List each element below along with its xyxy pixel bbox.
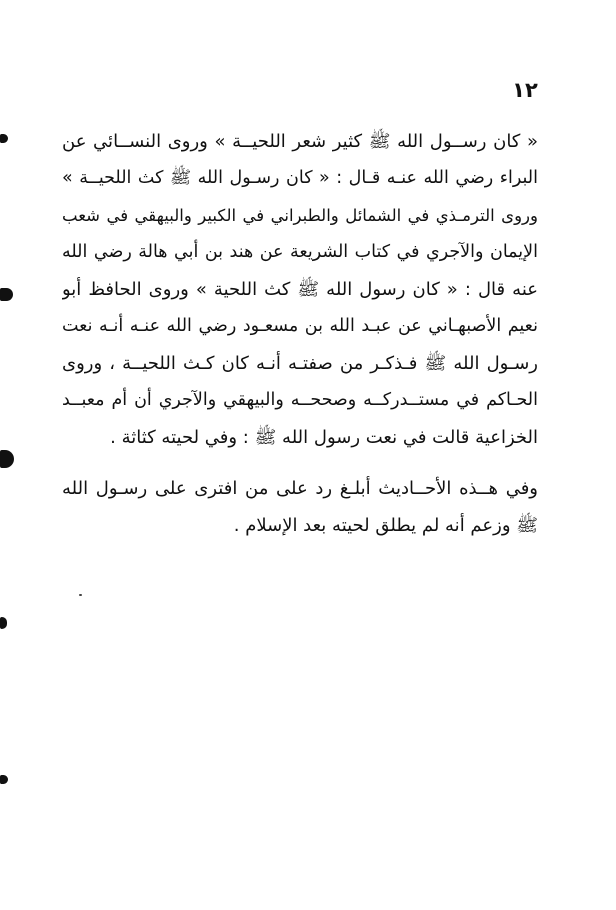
binding-hole-mark: [0, 775, 8, 784]
binding-hole-mark: [0, 450, 14, 468]
text-line: عنه قال : « كان رسول الله ﷺ كث اللحية » وروى الحافظ أبو: [62, 279, 538, 300]
text-line: وروى الترمـذي في الشمائل والطبراني في الكبير والبيهقي في شعب: [62, 206, 538, 225]
text-line: ﷺ وزعم أنه لم يطلق لحيته بعد الإسلام .: [233, 515, 538, 536]
text-line: البراء رضي الله عنـه قـال : « كان رسـول الله ﷺ كث اللحيــة »: [62, 168, 538, 188]
text-line: « كان رســول الله ﷺ كثير شعر اللحيــة » وروى النســائي عن: [62, 131, 538, 152]
binding-hole-mark: [0, 617, 7, 629]
scan-speck: [79, 594, 82, 596]
text-line: وفي هــذه الأحــاديث أبلـغ رد على من افترى على رسـول الله: [62, 478, 538, 499]
paragraph-2: [62, 470, 538, 544]
binding-hole-mark: [0, 288, 13, 301]
text-line: الخزاعية قالت في نعت رسول الله ﷺ : وفي لحيته كثاثة .: [110, 427, 538, 448]
text-line: رسـول الله ﷺ فـذكـر من صفتـه أنـه كان كـث اللحيــة ، وروى: [62, 353, 538, 374]
text-line: الإيمان والآجري في كتاب الشريعة عن هند بن أبي هالة رضي الله: [62, 242, 538, 262]
binding-hole-mark: [0, 134, 8, 143]
page-number: ١٢: [512, 78, 538, 102]
text-line: نعيم الأصبهـاني عن عبـد الله بن مسعـود رضي الله عنـه أنـه نعت: [62, 316, 538, 336]
paragraph-1: [62, 123, 538, 456]
text-line: الحـاكم في مستــدركــه وصححــه والبيهقي والآجري أن أم معبــد: [62, 390, 538, 410]
